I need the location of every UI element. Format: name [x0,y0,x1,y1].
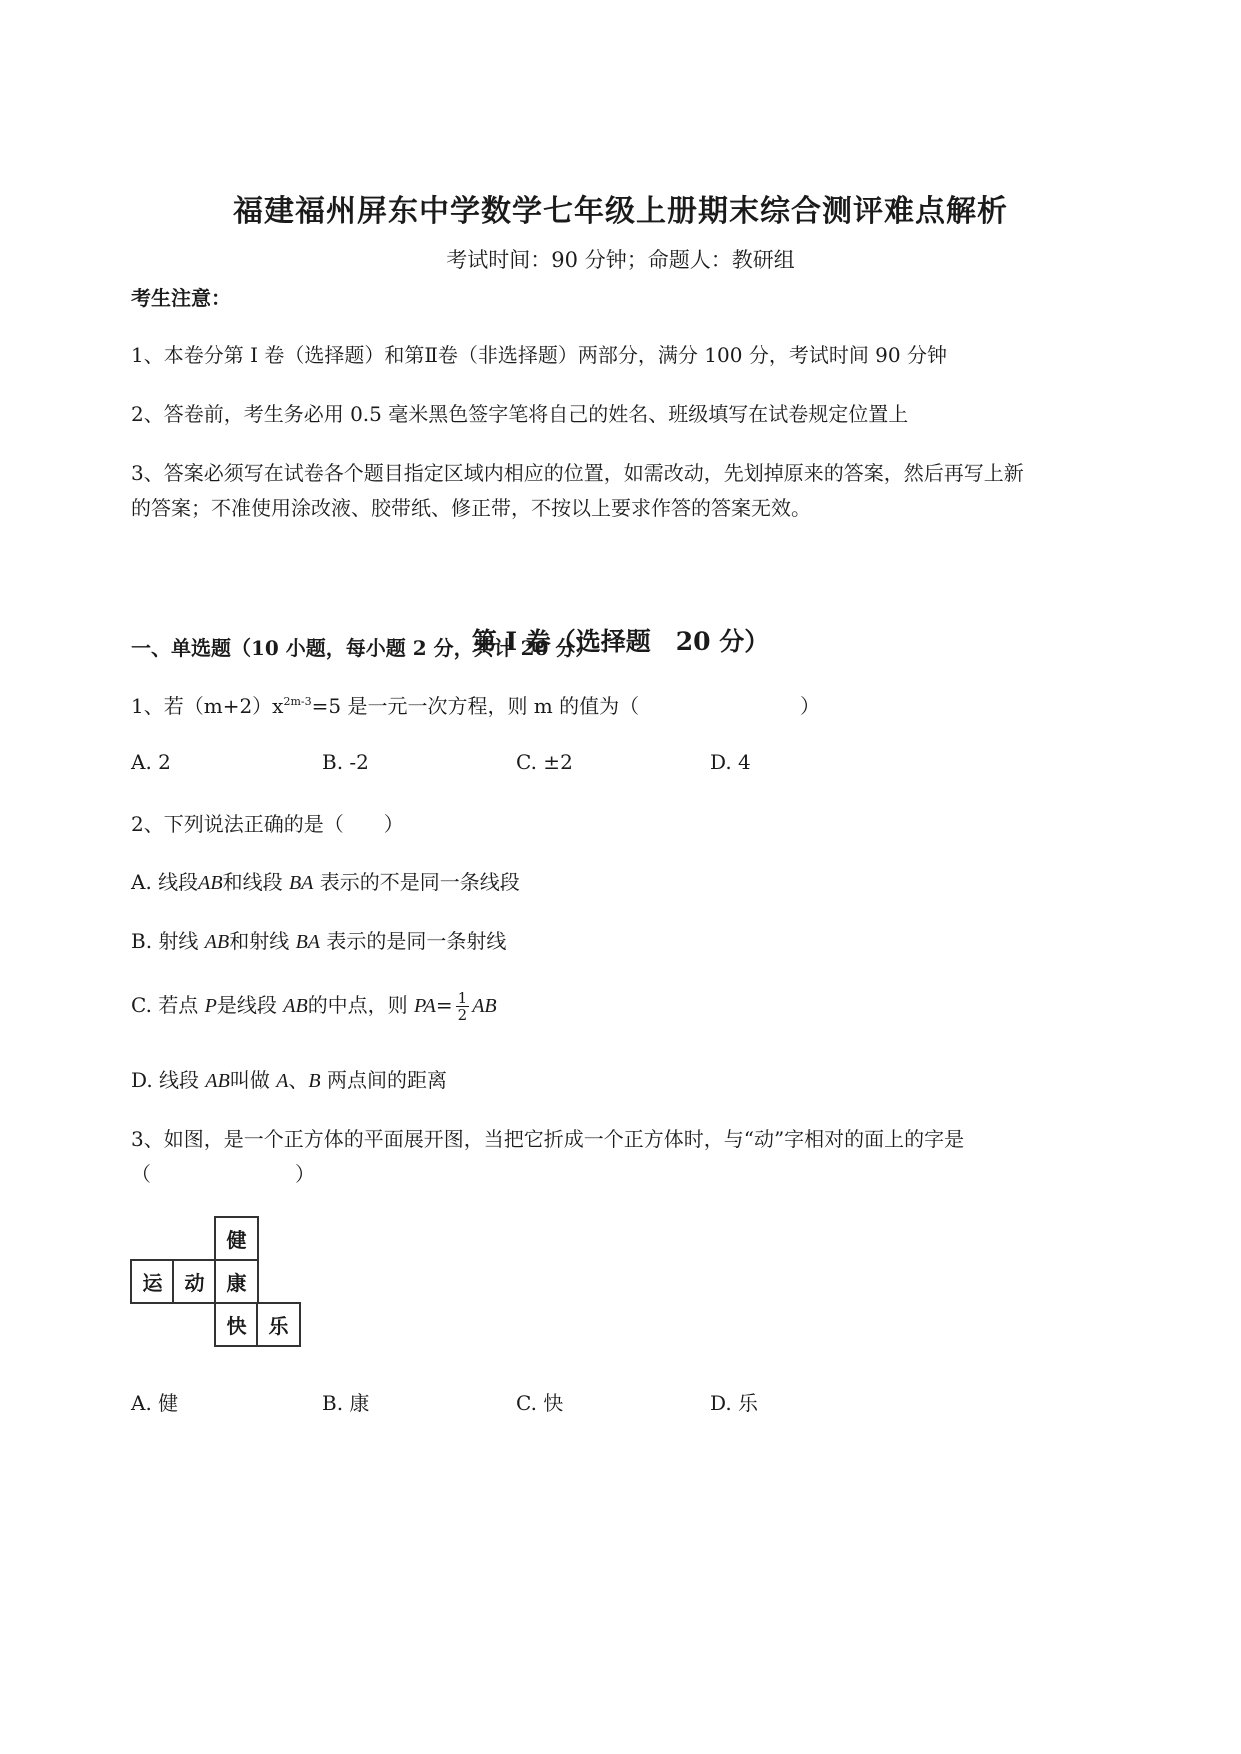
q2-a-text: 表示的不是同一条线段 [319,870,520,894]
q2-b-var: BA [295,931,321,953]
fraction-denominator: 2 [457,1006,468,1024]
net-cell-right: 乐 [256,1302,301,1347]
q1-exponent: 2m-3 [283,695,312,708]
page-subtitle: 考试时间：90 分钟；命题人：教研组 [446,248,795,272]
q2-c-text: 若点 [158,993,199,1017]
notice-item-3: 3、答案必须写在试卷各个题目指定区域内相应的位置，如需改动，先划掉原来的答案，然后再写上新 [131,461,1024,485]
q2-d-label: D. [131,1068,153,1092]
net-cell-left-1: 运 [130,1259,175,1304]
net-cell-center: 康 [214,1259,259,1304]
q2-d-var: AB [205,1070,230,1092]
q1-option-c[interactable]: C. ±2 [516,750,573,774]
q2-c-var: P [204,995,217,1017]
question-1-stem [131,690,639,719]
q2-a-var: BA [288,872,314,894]
q2-option-a[interactable] [131,866,520,895]
cube-net-figure [130,1216,302,1346]
q2-d-text: 叫做 [229,1068,270,1092]
q3-option-d[interactable]: D. 乐 [710,1391,759,1415]
notice-heading: 考生注意： [131,286,231,310]
q2-option-c[interactable] [131,985,497,1026]
part-heading: 一、单选题（10 小题，每小题 2 分，共计 20 分） [131,636,596,660]
q2-a-var: AB [198,872,223,894]
q2-option-d[interactable] [131,1064,447,1093]
section-title: 第 I 卷（选择题 20 分） [471,627,770,656]
q2-c-text: 是线段 [216,993,277,1017]
net-cell-bottom: 快 [214,1302,259,1347]
q3-close-bracket: ） [295,1162,315,1186]
notice-item-3-cont: 的答案；不准使用涂改液、胶带纸、修正带，不按以上要求作答的答案无效。 [131,496,811,520]
q2-c-text: 的中点，则 [307,993,408,1017]
q2-d-var: B [308,1070,321,1092]
q1-option-b[interactable]: B. -2 [322,750,369,774]
q1-suffix: =5 是一元一次方程，则 m 的值为（ [311,694,640,718]
q2-d-text: 两点间的距离 [327,1068,447,1092]
question-3-stem: 3、如图，是一个正方体的平面展开图，当把它折成一个正方体时，与“动”字相对的面上的字是 [131,1127,965,1151]
q3-option-a[interactable]: A. 健 [131,1391,179,1415]
q2-b-text: 表示的是同一条射线 [326,929,507,953]
q1-close-bracket: ） [800,694,820,718]
q3-option-b[interactable]: B. 康 [322,1391,370,1415]
q2-option-b[interactable] [131,925,506,954]
q2-d-text: 线段 [159,1068,200,1092]
q2-c-equals: = [435,993,453,1017]
notice-item-2: 2、答卷前，考生务必用 0.5 毫米黑色签字笔将自己的姓名、班级填写在试卷规定位置上 [131,402,909,426]
q2-b-label: B. [131,929,153,953]
q1-option-d[interactable]: D. 4 [710,750,751,774]
q2-c-label: C. [131,993,152,1017]
q2-a-label: A. [131,870,152,894]
q2-b-text: 和射线 [229,929,290,953]
q2-c-var: AB [472,995,497,1017]
fraction-numerator: 1 [457,989,468,1007]
q2-c-var: AB [283,995,308,1017]
q2-a-text: 线段 [158,870,199,894]
q2-a-text: 和线段 [222,870,283,894]
q2-b-text: 射线 [158,929,199,953]
q1-prefix: 1、若（m+2）x [131,694,284,718]
question-2-stem: 2、下列说法正确的是（ ） [131,812,404,836]
q3-option-c[interactable]: C. 快 [516,1391,564,1415]
fraction-one-half [456,990,470,1023]
q2-d-var: A [276,1070,289,1092]
notice-item-1: 1、本卷分第 I 卷（选择题）和第Ⅱ卷（非选择题）两部分，满分 100 分，考试时间 90 分钟 [131,343,947,367]
q1-option-a[interactable]: A. 2 [131,750,171,774]
q3-open-bracket: （ [131,1162,151,1186]
page-title: 福建福州屏东中学数学七年级上册期末综合测评难点解析 [233,194,1008,229]
q2-c-var: PA [414,995,436,1017]
q2-d-text: 、 [288,1068,309,1092]
net-cell-left-2: 动 [172,1259,217,1304]
net-cell-top: 健 [214,1216,259,1261]
q2-b-var: AB [204,931,230,953]
